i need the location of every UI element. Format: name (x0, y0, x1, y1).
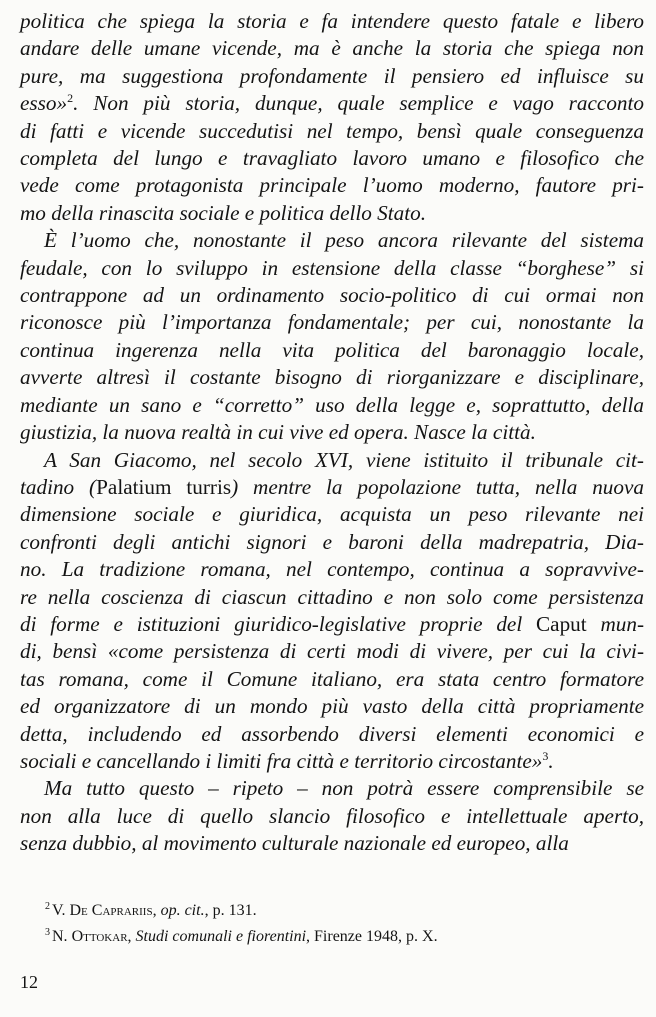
main-text (20, 8, 644, 858)
text-line: senza dubbio, al movimento culturale nazionale ed europeo, alla (20, 831, 569, 856)
footnote-number: 2 (45, 900, 50, 912)
footnote-author: Ottokar (71, 928, 128, 945)
text-line: feudale, con lo sviluppo in estensione della classe “borghese” si (20, 255, 644, 280)
footnote-ref: 2 (67, 91, 74, 106)
text-line: detta, includendo ed assorbendo diversi elementi economici e (20, 721, 644, 746)
text-line: mediante un sano e “corretto” uso della legge e, soprattutto, della (20, 392, 644, 417)
text-line: È l’uomo che, nonostante il peso ancora rilevante del sistema (44, 228, 644, 253)
text-line: di, bensì «come persistenza di certi modi di vivere, per cui la civi- (20, 639, 644, 664)
upright-text: Palatium turris (96, 474, 232, 499)
text-line: no. La tradizione romana, nel contempo, continua a sopravvive- (20, 557, 644, 582)
footnote-ref: 3 (542, 748, 549, 763)
page-body (20, 8, 644, 858)
text-line: mo della rinascita sociale e politica dello Stato. (20, 200, 427, 225)
text-line: ed organizzatore di un mondo più vasto della città propriamente (20, 694, 644, 719)
text-line: tadino (Palatium turris) mentre la popolazione tutta, nella nuova (20, 474, 644, 499)
paragraph (20, 227, 644, 446)
footnote-work: op. cit. (160, 902, 205, 919)
text-line: giustizia, la nuova realtà in cui vive ed opera. Nasce la città. (20, 420, 536, 445)
text-line: pure, ma suggestiona profondamente il pensiero ed influisce su (20, 63, 644, 88)
text-line: re nella coscienza di ciascun cittadino e non solo come persistenza (20, 584, 644, 609)
text-line: confronti degli antichi signori e baroni della madrepatria, Dia- (20, 529, 644, 554)
text-line: di fatti e vicende succedutisi nel tempo, bensì quale conseguenza (20, 118, 644, 143)
text-line: riconosce più l’importanza fondamentale; per cui, nonostante la (20, 310, 644, 335)
text-line: Ma tutto questo – ripeto – non potrà essere comprensibile se (44, 776, 644, 801)
footnote-author: De Caprariis (69, 902, 153, 919)
text-line: politica che spiega la storia e fa intendere questo fatale e libero (20, 9, 644, 33)
footnote-number: 3 (45, 926, 50, 938)
text-line: tas romana, come il Comune italiano, era stata centro formatore (20, 666, 644, 691)
text-line: non alla luce di quello slancio filosofico e intellettuale aperto, (20, 803, 644, 828)
paragraph (20, 8, 644, 227)
text-line: esso»$^2$. Non più storia, dunque, quale semplice e vago racconto (20, 91, 644, 116)
page-number: 12 (20, 972, 38, 992)
text-line: andare delle umane vicende, ma è anche la storia che spiega non (20, 36, 644, 61)
footnote: $^2$ V. De Caprariis, op. cit., p. 131. (45, 900, 257, 919)
text-line: contrappone ad un ordinamento socio-politico di cui ormai non (20, 283, 644, 308)
text-line: di forme e istituzioni giuridico-legislative proprie del Caput mun- (20, 611, 645, 636)
text-line: vede come protagonista principale l’uomo moderno, fautore pri- (20, 173, 644, 198)
paragraph (20, 775, 644, 857)
footnote: $^3$ N. Ottokar, Studi comunali e fiorentini, Firenze 1948, p. X. (45, 926, 438, 945)
text-line: A San Giacomo, nel secolo XVI, viene istituito il tribunale cit- (44, 447, 644, 472)
text-line: completa del lungo e travagliato lavoro umano e filosofico che (20, 146, 644, 171)
upright-text: Caput (536, 611, 587, 636)
footnotes (45, 898, 625, 950)
text-line: dimensione sociale e giuridica, acquista un peso rilevante nei (20, 502, 644, 527)
footnote-work: Studi comunali e fiorentini (135, 928, 307, 945)
text-line: sociali e cancellando i limiti fra città e territorio circostante»$^3$. (20, 748, 554, 773)
text-line: continua ingerenza nella vita politica del baronaggio locale, (20, 337, 644, 362)
text-line: avverte altresì il costante bisogno di riorganizzare e disciplinare, (20, 365, 644, 390)
paragraph (20, 447, 644, 776)
